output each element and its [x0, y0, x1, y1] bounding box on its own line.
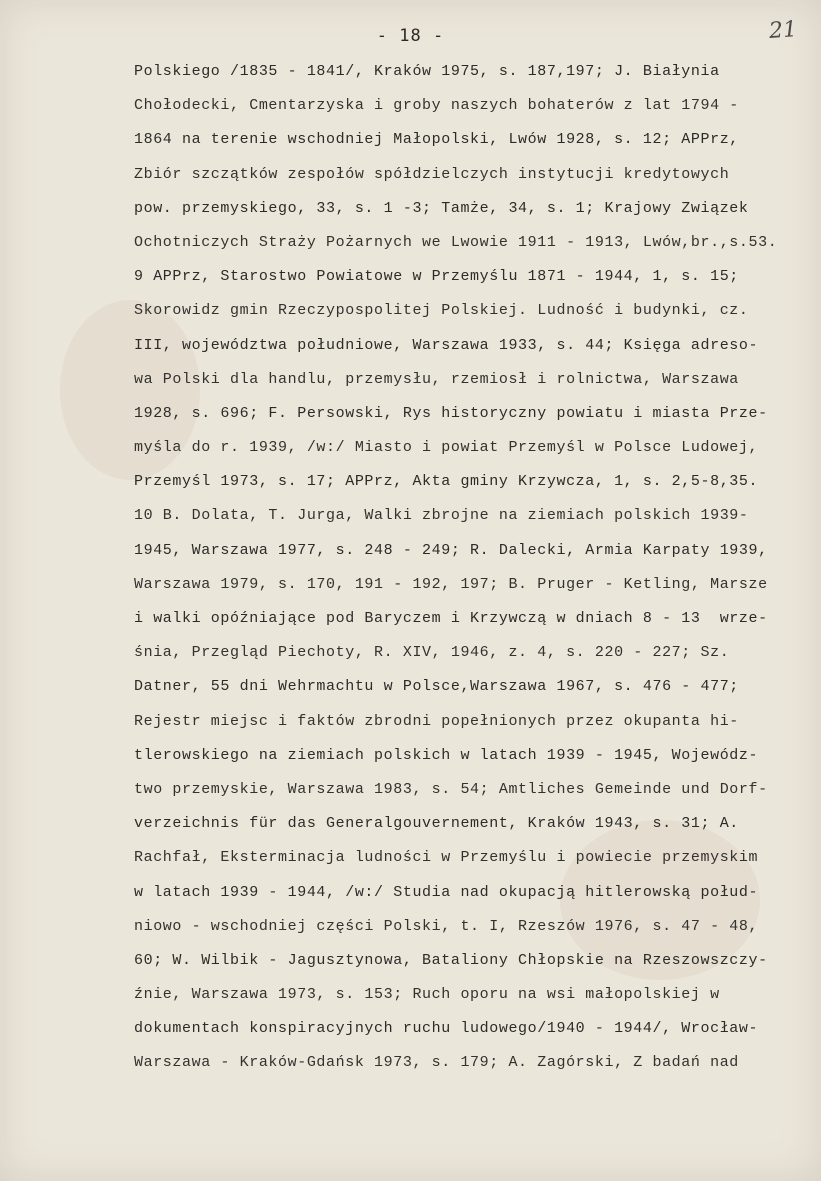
typewritten-text	[134, 55, 814, 1081]
text-line: Rejestr miejsc i faktów zbrodni popełnionych przez okupanta hi-	[134, 712, 739, 730]
text-line: 1864 na terenie wschodniej Małopolski, Lwów 1928, s. 12; APPrz,	[134, 131, 739, 149]
text-line: i walki opóźniające pod Baryczem i Krzywczą w dniach 8 - 13 wrze-	[134, 610, 768, 627]
text-line: źnie, Warszawa 1973, s. 153; Ruch oporu na wsi małopolskiej w	[134, 986, 720, 1004]
page-number: - 18 -	[376, 26, 445, 46]
text-line: two przemyskie, Warszawa 1983, s. 54; Amtliches Gemeinde und Dorf-	[134, 780, 768, 798]
text-line: w latach 1939 - 1944, /w:/ Studia nad okupacją hitlerowską połud-	[134, 883, 759, 901]
text-line: Chołodecki, Cmentarzyska i groby naszych bohaterów z lat 1794 -	[134, 97, 739, 115]
archive-number-handwritten: 21	[768, 17, 798, 44]
text-line: Warszawa - Kraków-Gdańsk 1973, s. 179; A. Zagórski, Z badań nad	[134, 1054, 739, 1072]
text-line: 1928, s. 696; F. Persowski, Rys historyczny powiatu i miasta Prze-	[134, 404, 768, 422]
text-line: Zbiór szczątków zespołów spółdzielczych instytucji kredytowych	[134, 165, 730, 183]
text-line: 1945, Warszawa 1977, s. 248 - 249; R. Dalecki, Armia Karpaty 1939,	[134, 541, 768, 559]
text-line: tlerowskiego na ziemiach polskich w latach 1939 - 1945, Wojewódz-	[134, 746, 759, 764]
text-line: śnia, Przegląd Piechoty, R. XIV, 1946, z. 4, s. 220 - 227; Sz.	[134, 644, 730, 662]
text-line: Skorowidz gmin Rzeczypospolitej Polskiej. Ludność i budynki, cz.	[134, 302, 749, 320]
text-line: 60; W. Wilbik - Jagusztynowa, Bataliony Chłopskie na Rzeszowszczy-	[134, 951, 768, 969]
text-line: wa Polski dla handlu, przemysłu, rzemiosł i rolnictwa, Warszawa	[134, 370, 739, 388]
text-line: Warszawa 1979, s. 170, 191 - 192, 197; B. Pruger - Ketling, Marsze	[134, 575, 768, 593]
text-line: myśla do r. 1939, /w:/ Miasto i powiat Przemyśl w Polsce Ludowej,	[134, 439, 759, 457]
text-line: Polskiego /1835 - 1841/, Kraków 1975, s. 187,197; J. Białynia	[134, 63, 720, 80]
text-line: verzeichnis für das Generalgouvernement, Kraków 1943, s. 31; A.	[134, 815, 739, 833]
text-line: pow. przemyskiego, 33, s. 1 -3; Tamże, 34, s. 1; Krajowy Związek	[134, 199, 749, 217]
footnote-line: 10 B. Dolata, T. Jurga, Walki zbrojne na ziemiach polskich 1939-	[134, 507, 749, 525]
text-line: Ochotniczych Straży Pożarnych we Lwowie 1911 - 1913, Lwów,br.,s.53.	[134, 233, 778, 251]
footnote-line: 9 APPrz, Starostwo Powiatowe w Przemyślu 1871 - 1944, 1, s. 15;	[134, 268, 739, 286]
text-line: Rachfał, Eksterminacja ludności w Przemyślu i powiecie przemyskim	[134, 849, 759, 867]
text-line: niowo - wschodniej części Polski, t. I, Rzeszów 1976, s. 47 - 48,	[134, 917, 759, 935]
text-line: Przemyśl 1973, s. 17; APPrz, Akta gminy Krzywcza, 1, s. 2,5-8,35.	[134, 473, 759, 491]
text-line: dokumentach konspiracyjnych ruchu ludowego/1940 - 1944/, Wrocław-	[134, 1020, 759, 1038]
text-line: Datner, 55 dni Wehrmachtu w Polsce,Warszawa 1967, s. 476 - 477;	[134, 678, 739, 696]
text-line: III, województwa południowe, Warszawa 1933, s. 44; Księga adreso-	[134, 336, 759, 354]
